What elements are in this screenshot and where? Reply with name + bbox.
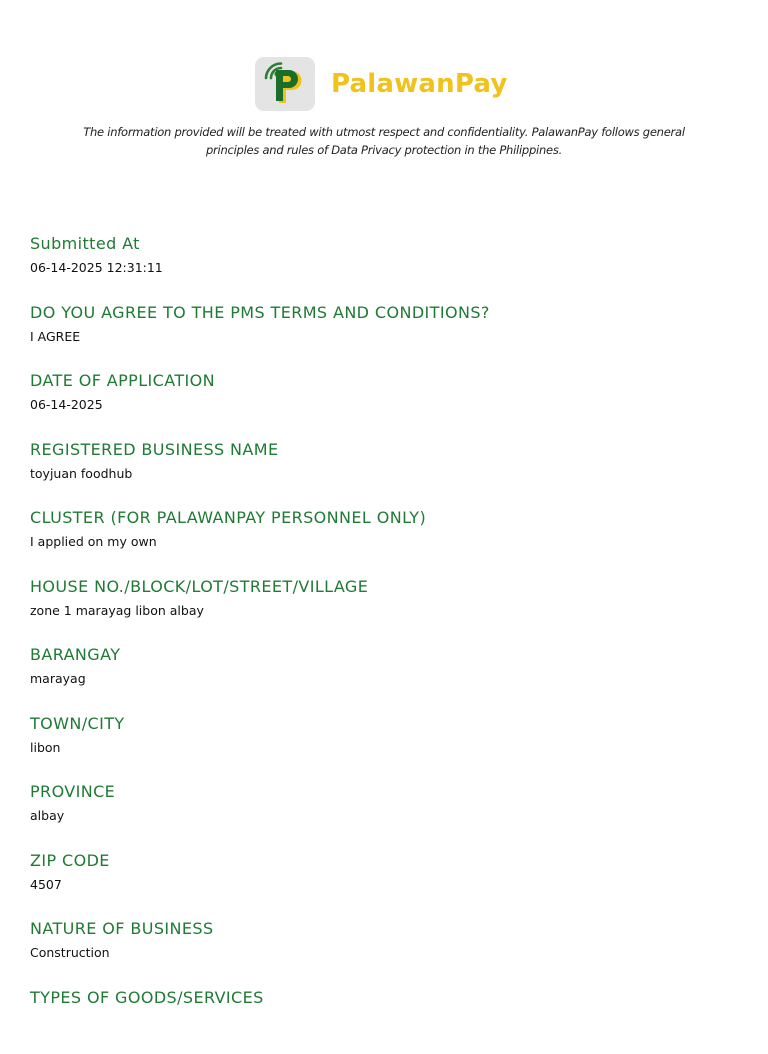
field-province: [30, 780, 738, 849]
field-barangay: [30, 643, 738, 712]
field-label: REGISTERED BUSINESS NAME: [30, 438, 738, 462]
palawanpay-p-logo-icon: [255, 57, 315, 111]
field-cluster: [30, 506, 738, 575]
field-value: libon: [30, 739, 738, 757]
disclaimer-line: principles and rules of Data Privacy protection in the Philippines.: [30, 141, 738, 159]
field-value: toyjuan foodhub: [30, 465, 738, 483]
field-label: CLUSTER (FOR PALAWANPAY PERSONNEL ONLY): [30, 506, 738, 530]
field-value: 06-14-2025: [30, 396, 738, 414]
field-label: PROVINCE: [30, 780, 738, 804]
field-registered-business-name: [30, 438, 738, 507]
privacy-disclaimer: [30, 123, 738, 159]
field-label: TYPES OF GOODS/SERVICES: [30, 986, 738, 1010]
disclaimer-line: The information provided will be treated with utmost respect and confidentiality. PalawanPay follows general: [30, 123, 738, 141]
field-town-city: [30, 712, 738, 781]
brand-name: PalawanPay: [331, 69, 507, 99]
field-street-address: [30, 575, 738, 644]
field-label: DO YOU AGREE TO THE PMS TERMS AND CONDITIONS?: [30, 301, 738, 325]
document-header: [0, 0, 768, 170]
field-value: I AGREE: [30, 328, 738, 346]
field-label: BARANGAY: [30, 643, 738, 667]
field-value: Construction: [30, 944, 738, 962]
field-value: albay: [30, 807, 738, 825]
field-value: zone 1 marayag libon albay: [30, 602, 738, 620]
field-label: HOUSE NO./BLOCK/LOT/STREET/VILLAGE: [30, 575, 738, 599]
field-zip-code: [30, 849, 738, 918]
field-nature-of-business: [30, 917, 738, 986]
field-value: 4507: [30, 876, 738, 894]
field-label: Submitted At: [30, 232, 738, 256]
brand-logo: [255, 57, 507, 111]
field-value: 06-14-2025 12:31:11: [30, 259, 738, 277]
application-fields: [30, 232, 738, 1054]
field-value: marayag: [30, 670, 738, 688]
field-types-of-goods-services: [30, 986, 738, 1054]
field-label: ZIP CODE: [30, 849, 738, 873]
field-terms-agreement: [30, 301, 738, 370]
field-label: TOWN/CITY: [30, 712, 738, 736]
field-label: NATURE OF BUSINESS: [30, 917, 738, 941]
field-date-of-application: [30, 369, 738, 438]
field-submitted-at: [30, 232, 738, 301]
field-label: DATE OF APPLICATION: [30, 369, 738, 393]
field-value: I applied on my own: [30, 533, 738, 551]
